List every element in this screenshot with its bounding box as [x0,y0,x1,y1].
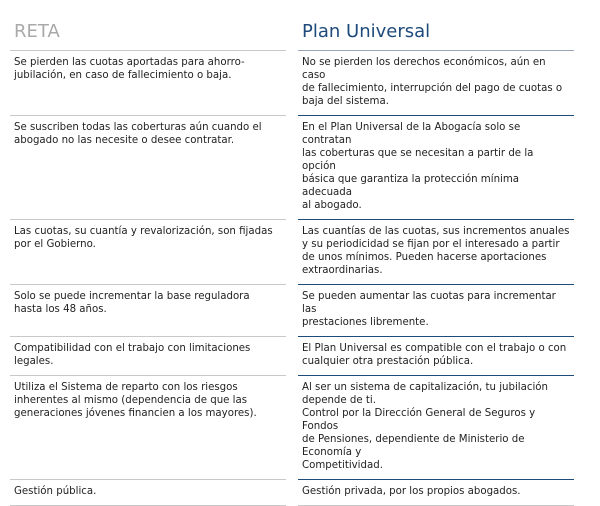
reta-cell-1: Se pierden las cuotas aportadas para ahorro- jubilación, en caso de fallecimiento o baja. [10,51,286,116]
column-header-plan-universal: Plan Universal [298,14,574,51]
plan-universal-cell-6: Al ser un sistema de capitalización, tu jubilación depende de ti. Control por la Dirección General de Seguros y Fondos de Pensiones, dependiente de Ministerio de Economía y Competitividad. [298,376,574,480]
plan-universal-cell-7: Gestión privada, por los propios abogados. [298,480,574,506]
reta-cell-6: Utiliza el Sistema de reparto con los riesgos inherentes al mismo (dependencia de que las generaciones jóvenes financien a los mayores). [10,376,286,480]
reta-cell-2: Se suscriben todas las coberturas aún cuando el abogado no las necesite o desee contratar. [10,116,286,220]
plan-universal-cell-1: No se pierden los derechos económicos, aún en caso de fallecimiento, interrupción del pago de cuotas o baja del sistema. [298,51,574,116]
reta-cell-5: Compatibilidad con el trabajo con limitaciones legales. [10,337,286,376]
reta-cell-3: Las cuotas, su cuantía y revalorización, son fijadas por el Gobierno. [10,220,286,285]
reta-cell-7: Gestión pública. [10,480,286,506]
plan-universal-cell-2: En el Plan Universal de la Abogacía solo se contratan las coberturas que se necesitan a partir de la opción básica que garantiza la protección mínima adecuada al abogado. [298,116,574,220]
plan-universal-cell-3: Las cuantías de las cuotas, sus incrementos anuales y su periodicidad se fijan por el interesado a partir de unos mínimos. Pueden hacerse aportaciones extraordinarias. [298,220,574,285]
plan-universal-cell-5: El Plan Universal es compatible con el trabajo o con cualquier otra prestación pública. [298,337,574,376]
comparison-table [10,14,588,506]
column-header-reta: RETA [10,14,286,51]
plan-universal-cell-4: Se pueden aumentar las cuotas para incrementar las prestaciones libremente. [298,285,574,337]
reta-cell-4: Solo se puede incrementar la base reguladora hasta los 48 años. [10,285,286,337]
